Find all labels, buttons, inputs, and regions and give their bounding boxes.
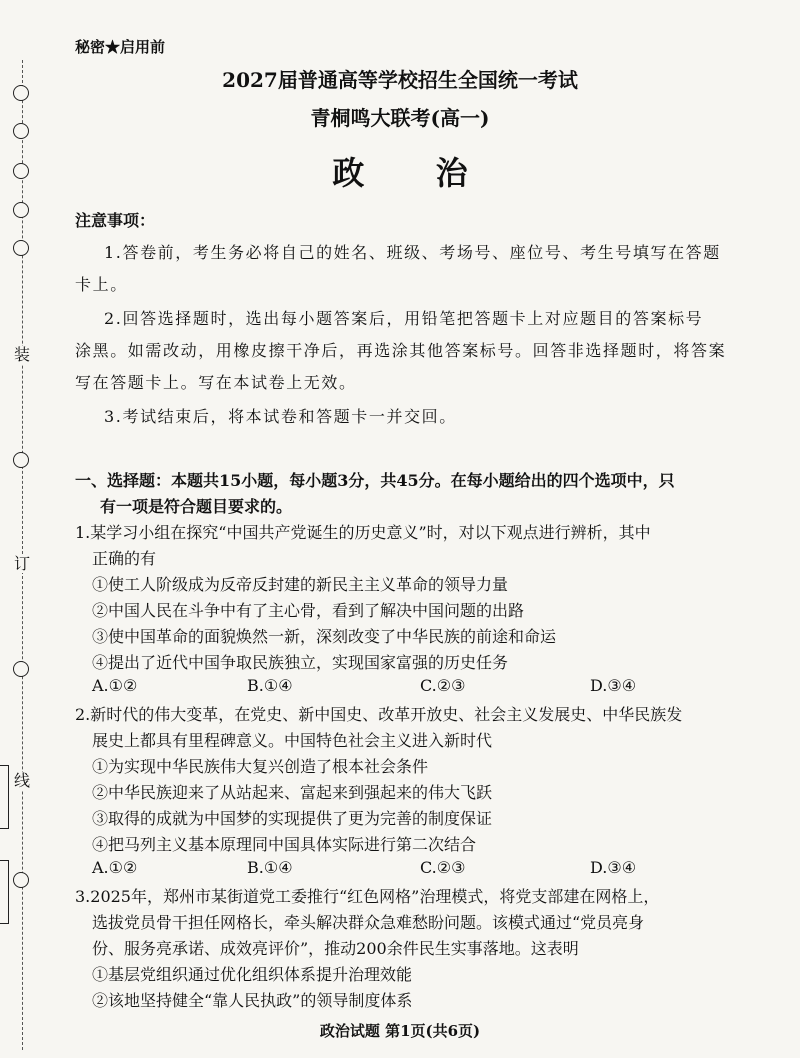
note-line: 2.回答选择题时，选出每小题答案后，用铅笔把答题卡上对应题目的答案标号 — [104, 309, 704, 328]
note-line: 写在答题卡上。写在本试卷上无效。 — [75, 373, 357, 392]
question-1-stem: 1.某学习小组在探究“中国共产党诞生的历史意义”时，对以下观点进行辨析，其中 — [75, 523, 651, 542]
question-1-item: ①使工人阶级成为反帝反封建的新民主主义革命的领导力量 — [92, 575, 509, 594]
question-2-choice-b: B.①④ — [247, 858, 293, 877]
question-2-item: ①为实现中华民族伟大复兴创造了根本社会条件 — [92, 757, 429, 776]
question-2-choice-d: D.③④ — [590, 858, 637, 877]
binding-char-ding: 订 — [14, 554, 31, 573]
binding-hole-icon — [13, 240, 29, 256]
question-3-item: ②该地坚持健全“靠人民执政”的领导制度体系 — [92, 991, 413, 1010]
question-2-choice-a: A.①② — [92, 858, 138, 877]
note-line: 1.答卷前，考生务必将自己的姓名、班级、考场号、座位号、考生号填写在答题 — [104, 243, 721, 262]
notes-heading: 注意事项： — [75, 211, 156, 230]
question-2-item: ②中华民族迎来了从站起来、富起来到强起来的伟大飞跃 — [92, 783, 493, 802]
question-3-stem-cont: 选拔党员骨干担任网格长，牵头解决群众急难愁盼问题。该模式通过“党员亮身 — [92, 913, 645, 932]
page-footer: 政治试题 第1页(共6页) — [319, 1022, 481, 1040]
binding-hole-icon — [13, 452, 29, 468]
question-3-stem-cont: 份、服务亮承诺、成效亮评价”，推动200余件民生实事落地。这表明 — [92, 939, 579, 958]
binding-char-xian: 线 — [14, 771, 31, 790]
binding-hole-icon — [13, 202, 29, 218]
note-line: 3.考试结束后，将本试卷和答题卡一并交回。 — [104, 407, 457, 426]
question-1-choice-c: C.②③ — [420, 676, 466, 695]
question-2-item: ③取得的成就为中国梦的实现提供了更为完善的制度保证 — [92, 809, 493, 828]
binding-bracket — [0, 860, 9, 924]
question-1-item: ②中国人民在斗争中有了主心骨，看到了解决中国问题的出路 — [92, 601, 525, 620]
question-2-stem: 2.新时代的伟大变革，在党史、新中国史、改革开放史、社会主义发展史、中华民族发 — [75, 705, 683, 724]
question-1-item: ③使中国革命的面貌焕然一新，深刻改变了中华民族的前途和命运 — [92, 627, 557, 646]
note-line: 卡上。 — [75, 275, 128, 294]
exam-subtitle: 青桐鸣大联考(高一) — [310, 106, 490, 130]
note-line: 涂黑。如需改动，用橡皮擦干净后，再选涂其他答案标号。回答非选择题时，将答案 — [75, 341, 727, 360]
question-2-item: ④把马列主义基本原理同中国具体实际进行第二次结合 — [92, 835, 477, 854]
binding-char-zhuang: 装 — [14, 345, 31, 364]
section-heading-cont: 有一项是符合题目要求的。 — [100, 497, 293, 516]
question-2-choice-c: C.②③ — [420, 858, 466, 877]
section-heading: 一、选择题：本题共15小题，每小题3分，共45分。在每小题给出的四个选项中，只 — [75, 471, 675, 490]
question-2-stem-cont: 展史上都具有里程碑意义。中国特色社会主义进入新时代 — [92, 731, 493, 750]
question-1-choice-a: A.①② — [92, 676, 138, 695]
question-1-choice-b: B.①④ — [247, 676, 293, 695]
subject-title: 政 治 — [332, 154, 498, 192]
question-3-item: ①基层党组织通过优化组织体系提升治理效能 — [92, 965, 413, 984]
confidential-mark: 秘密★启用前 — [75, 38, 166, 56]
question-1-choice-d: D.③④ — [590, 676, 637, 695]
question-1-item: ④提出了近代中国争取民族独立，实现国家富强的历史任务 — [92, 653, 509, 672]
question-1-stem-cont: 正确的有 — [92, 549, 157, 568]
binding-hole-icon — [13, 661, 29, 677]
question-3-stem: 3.2025年，郑州市某街道党工委推行“红色网格”治理模式，将党支部建在网格上， — [75, 887, 660, 906]
binding-bracket — [0, 765, 9, 829]
binding-hole-icon — [13, 872, 29, 888]
exam-title: 2027届普通高等学校招生全国统一考试 — [222, 68, 578, 92]
